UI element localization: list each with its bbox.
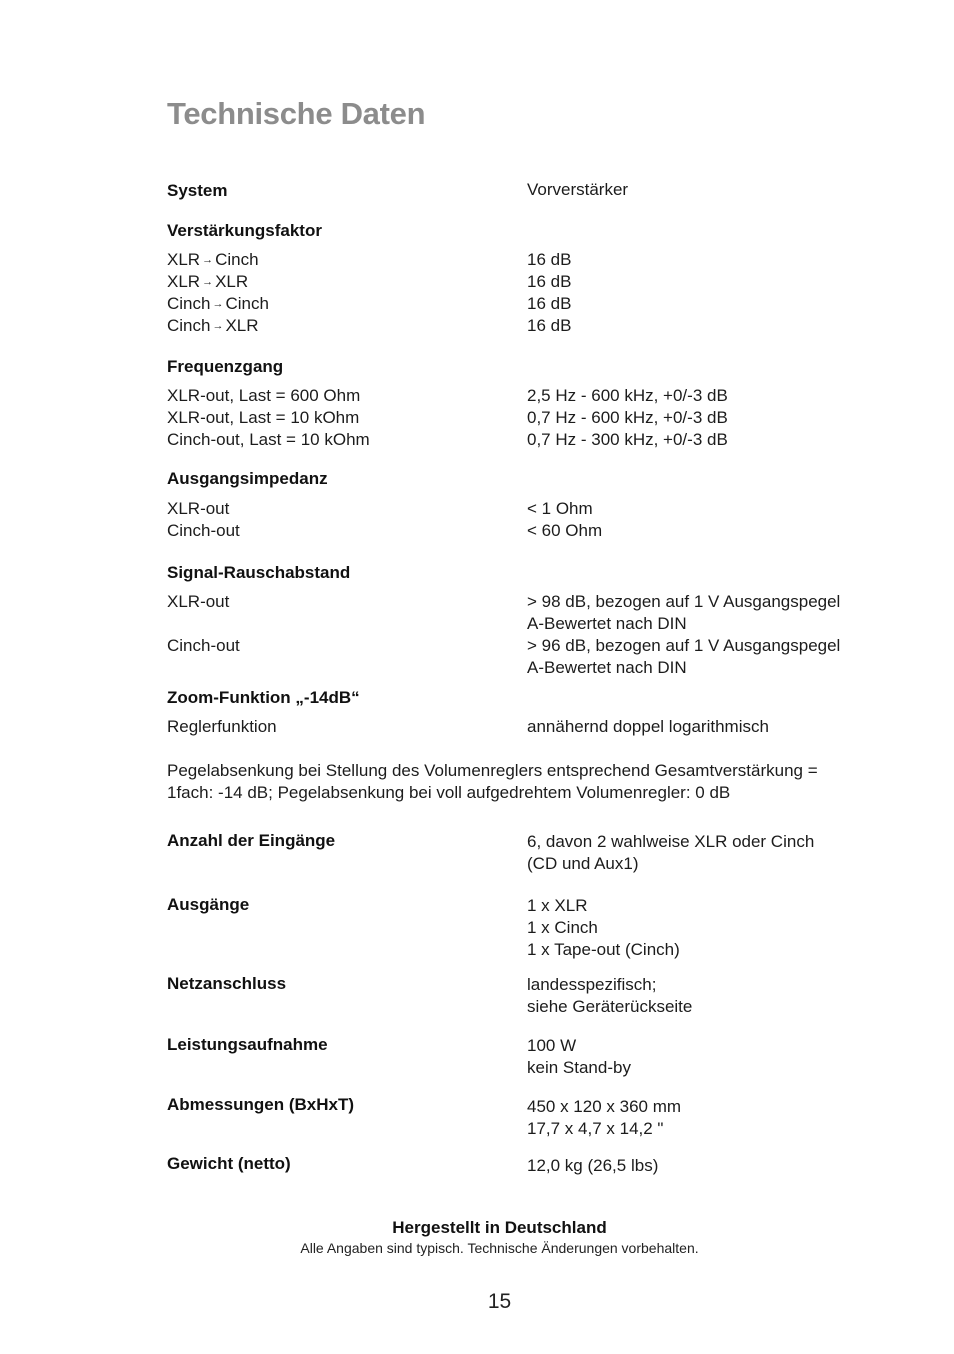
frequency-row-key: XLR-out, Last = 10 kOhm [167,408,360,427]
frequency-label: Frequenzgang [167,357,284,376]
power-connection-label: Netzanschluss [167,974,287,993]
outputs-value: 1 x Cinch [527,918,598,937]
gain-from: XLR [167,272,201,291]
gain-row-key [167,249,259,273]
frequency-row-value: 2,5 Hz - 600 kHz, +0/-3 dB [527,386,728,405]
snr-row-value: > 98 dB, bezogen auf 1 V Ausgangspegel [527,592,841,611]
snr-row-key: XLR-out [167,592,230,611]
gain-row-value: 16 dB [527,294,572,313]
gain-to: Cinch [225,294,269,313]
outputs-value: 1 x Tape-out (Cinch) [527,940,680,959]
impedance-row-value: < 1 Ohm [527,499,593,518]
gain-row-key [167,271,248,295]
frequency-row-value: 0,7 Hz - 600 kHz, +0/-3 dB [527,408,728,427]
snr-label: Signal-Rauschabstand [167,563,351,582]
zoom-value: annähernd doppel logarithmisch [527,717,769,736]
power-consumption-value: 100 W [527,1036,577,1055]
page-title: Technische Daten [167,96,426,131]
right-arrow-icon: → [202,254,214,266]
system-value: Vorverstärker [527,180,629,199]
zoom-note-line: 1fach: -14 dB; Pegelabsenkung bei voll aufgedrehtem Volumenregler: 0 dB [167,783,731,802]
dimensions-value: 450 x 120 x 360 mm [527,1097,682,1116]
gain-row-key [167,293,269,317]
zoom-key: Reglerfunktion [167,717,277,736]
impedance-row-key: XLR-out [167,499,230,518]
gain-from: Cinch [167,294,211,313]
power-consumption-label: Leistungsaufnahme [167,1035,328,1054]
impedance-label: Ausgangsimpedanz [167,469,328,488]
snr-row-value-detail: A-Bewertet nach DIN [527,614,687,633]
zoom-label: Zoom-Funktion „-14dB“ [167,688,360,707]
page-number: 15 [487,1290,512,1313]
weight-value: 12,0 kg (26,5 lbs) [527,1156,659,1175]
snr-row-key: Cinch-out [167,636,240,655]
right-arrow-icon: → [212,298,224,310]
gain-label: Verstärkungsfaktor [167,221,322,240]
dimensions-value: 17,7 x 4,7 x 14,2 " [527,1119,664,1138]
right-arrow-icon: → [212,320,224,332]
impedance-row-key: Cinch-out [167,521,240,540]
snr-row-value-detail: A-Bewertet nach DIN [527,658,687,677]
impedance-row-value: < 60 Ohm [527,521,603,540]
gain-row-value: 16 dB [527,316,572,335]
gain-row-value: 16 dB [527,250,572,269]
snr-row-value: > 96 dB, bezogen auf 1 V Ausgangspegel [527,636,841,655]
inputs-label: Anzahl der Eingänge [167,831,336,850]
weight-label: Gewicht (netto) [167,1154,291,1173]
power-connection-value: siehe Geräterückseite [527,997,693,1016]
power-connection-value: landesspezifisch; [527,975,657,994]
gain-to: Cinch [215,250,259,269]
gain-from: XLR [167,250,201,269]
disclaimer: Alle Angaben sind typisch. Technische Änderungen vorbehalten. [300,1240,699,1256]
power-consumption-value: kein Stand-by [527,1058,631,1077]
system-label: System [167,181,228,200]
frequency-row-key: XLR-out, Last = 600 Ohm [167,386,361,405]
zoom-note-line: Pegelabsenkung bei Stellung des Volumenreglers entsprechend Gesamtverstärkung = [167,761,818,780]
inputs-value: (CD und Aux1) [527,854,639,873]
gain-row-key [167,315,259,339]
gain-from: Cinch [167,316,211,335]
gain-to: XLR [225,316,259,335]
gain-to: XLR [215,272,249,291]
right-arrow-icon: → [202,276,214,288]
gain-row-value: 16 dB [527,272,572,291]
inputs-value: 6, davon 2 wahlweise XLR oder Cinch [527,832,815,851]
outputs-label: Ausgänge [167,895,250,914]
made-in-germany: Hergestellt in Deutschland [392,1218,607,1237]
frequency-row-key: Cinch-out, Last = 10 kOhm [167,430,370,449]
dimensions-label: Abmessungen (BxHxT) [167,1095,355,1114]
frequency-row-value: 0,7 Hz - 300 kHz, +0/-3 dB [527,430,728,449]
outputs-value: 1 x XLR [527,896,588,915]
